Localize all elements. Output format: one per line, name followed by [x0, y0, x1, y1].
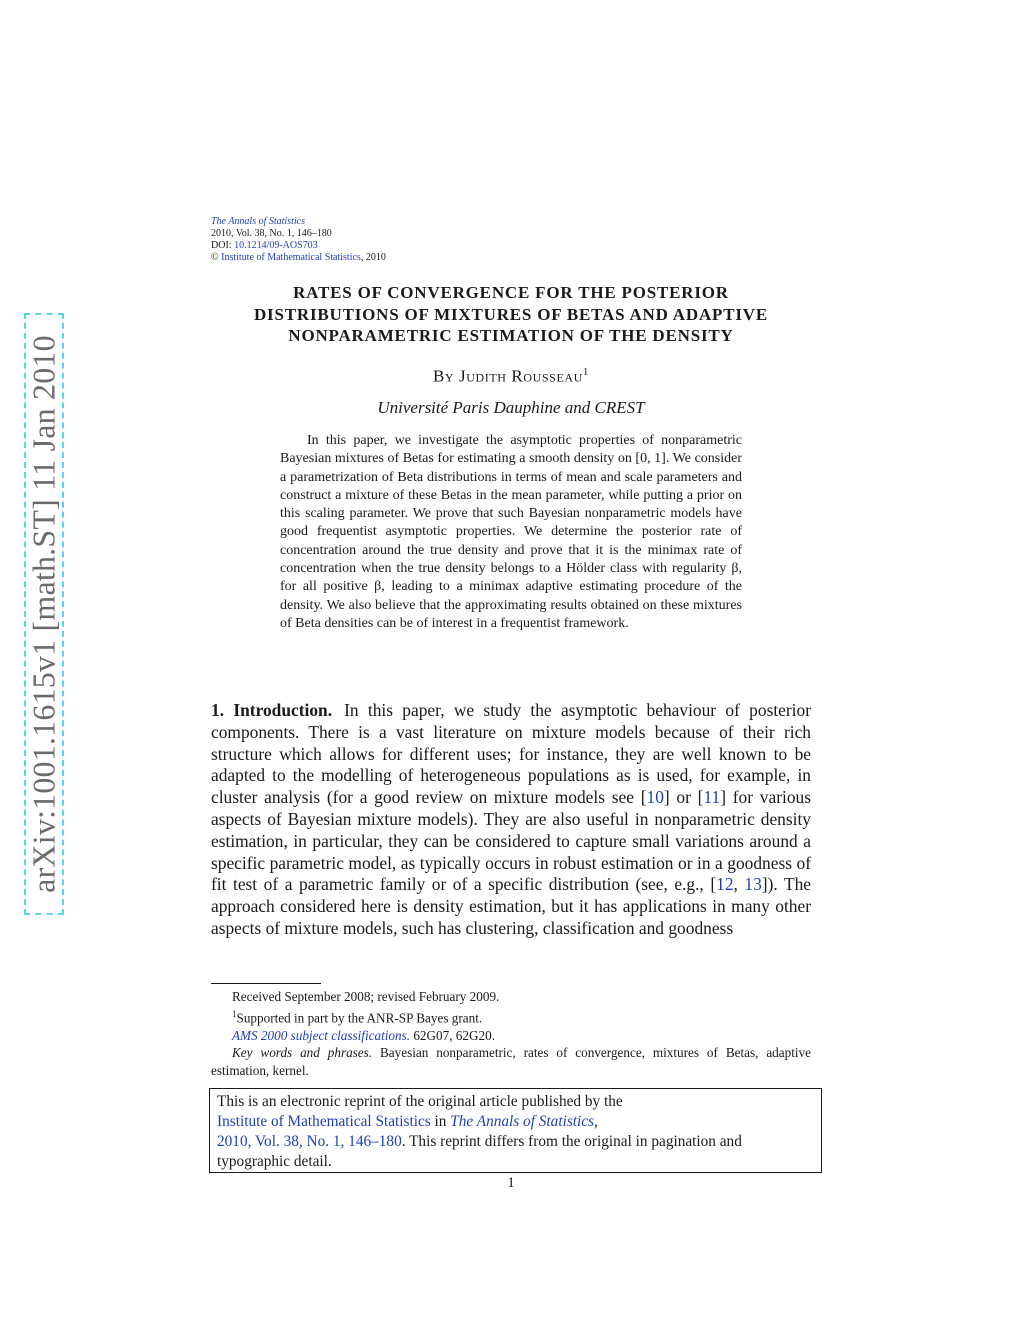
ams-classification	[211, 1027, 811, 1045]
citation-link-13[interactable]: 13	[744, 874, 762, 895]
abstract: In this paper, we investigate the asymptotic properties of nonparametric Bayesian mixtures of Betas for estimating a smooth density on [0, 1]. We consider a parametrization of Beta distributions in terms of mean and scale parameters and construct a mixture of these Betas in the mean parameter, while putting a prior on this scaling parameter. We prove that such Bayesian nonparametric models have good frequentist asymptotic properties. We determine the posterior rate of concentration around the true density and prove that it is the minimax rate of concentration when the true density belongs to a Hölder class with regularity β, for all positive β, leading to a minimax adaptive estimating procedure of the density. We also believe that the approximating results obtained on these mixtures of Beta densities can be of interest in a frequentist framework.	[280, 433, 742, 631]
reprint-notice-box	[209, 1088, 822, 1173]
reprint-citation-link[interactable]: 2010, Vol. 38, No. 1, 146–180	[217, 1133, 402, 1150]
citation-link-10[interactable]: 10	[646, 787, 664, 808]
intro-text: ] or [	[663, 787, 704, 808]
arxiv-stamp[interactable]	[24, 313, 64, 915]
citation-separator: ,	[733, 874, 745, 895]
ams-codes: 62G07, 62G20.	[410, 1027, 496, 1043]
intro-text: In this paper, we study the asymptotic behaviour of posterior components. There is a vast literature on mixture models because of their rich structure which allows for different uses; for instance, they are well known to be adapted to the modelling of heterogeneous populations as is used, for example, in cluster analysis (for a good review on mixture models see [	[211, 700, 811, 808]
support-note	[211, 1006, 811, 1027]
affiliation: Université Paris Dauphine and CREST	[377, 398, 645, 417]
journal-header	[211, 216, 386, 264]
citation-link-11[interactable]: 11	[703, 787, 721, 808]
author-footnote-mark: 1	[582, 366, 590, 378]
journal-volume: 2010, Vol. 38, No. 1, 146–180	[211, 228, 332, 239]
copyright-year: , 2010	[360, 252, 386, 263]
title-line: DISTRIBUTIONS OF MIXTURES OF BETAS AND ADAPTIVE	[253, 304, 768, 324]
title-line: RATES OF CONVERGENCE FOR THE POSTERIOR	[293, 283, 729, 302]
section-heading: 1. Introduction.	[211, 700, 333, 720]
copyright-icon: ©	[211, 252, 219, 263]
page-number: 1	[507, 1175, 515, 1191]
reprint-in: in	[430, 1113, 451, 1130]
journal-name-link[interactable]: The Annals of Statistics	[211, 216, 305, 227]
doi-link[interactable]: 10.1214/09-AOS703	[234, 240, 318, 251]
title-line: NONPARAMETRIC ESTIMATION OF THE DENSITY	[288, 326, 734, 345]
reprint-line: This is an electronic reprint of the original article published by the	[217, 1093, 623, 1110]
reprint-comma: ,	[594, 1113, 598, 1130]
received-note: Received September 2008; revised February 2009.	[232, 989, 500, 1004]
keywords-text: Bayesian nonparametric, rates of convergence, mixtures of Betas, adaptive estimation, kernel.	[211, 1045, 811, 1078]
footnotes	[211, 988, 811, 1079]
keywords-note	[211, 1044, 811, 1079]
introduction-paragraph	[211, 700, 811, 940]
institute-link[interactable]: Institute of Mathematical Statistics	[221, 252, 361, 263]
paper-title	[211, 282, 811, 347]
citation-link-12[interactable]: 12	[716, 874, 734, 895]
keywords-label: Key words and phrases.	[232, 1045, 373, 1061]
reprint-institute-link[interactable]: Institute of Mathematical Statistics	[217, 1113, 431, 1130]
arxiv-stamp-text[interactable]: arXiv:1001.1615v1 [math.ST] 11 Jan 2010	[25, 335, 62, 893]
ams-classification-link[interactable]: AMS 2000 subject classifications.	[232, 1027, 411, 1043]
author-prefix: By	[432, 366, 460, 386]
doi-label: DOI:	[211, 240, 235, 251]
intro-text: ] for various aspects of Bayesian mixture models). They are also useful in nonparametric density estimation, in particular, they can be considered to capture small variations around a specific parametric model, as typically occurs in robust estimation or in a goodness of fit test of a parametric family or of a specific distribution (see, e.g., [	[211, 787, 811, 895]
author-line	[211, 366, 811, 387]
support-footnote-mark: 1	[232, 1008, 237, 1019]
support-text: Supported in part by the ANR-SP Bayes grant.	[236, 1009, 483, 1025]
reprint-rest: . This reprint differs from the original in pagination and typographic detail.	[217, 1133, 742, 1170]
intro-text: ]). The approach considered here is density estimation, but it has applications in many other aspects of mixture models, such has clustering, classification and goodness	[211, 874, 811, 938]
reprint-journal-link[interactable]: The Annals of Statistics	[450, 1113, 595, 1130]
author-name: Judith Rousseau	[459, 366, 583, 386]
footnote-divider	[211, 983, 321, 984]
